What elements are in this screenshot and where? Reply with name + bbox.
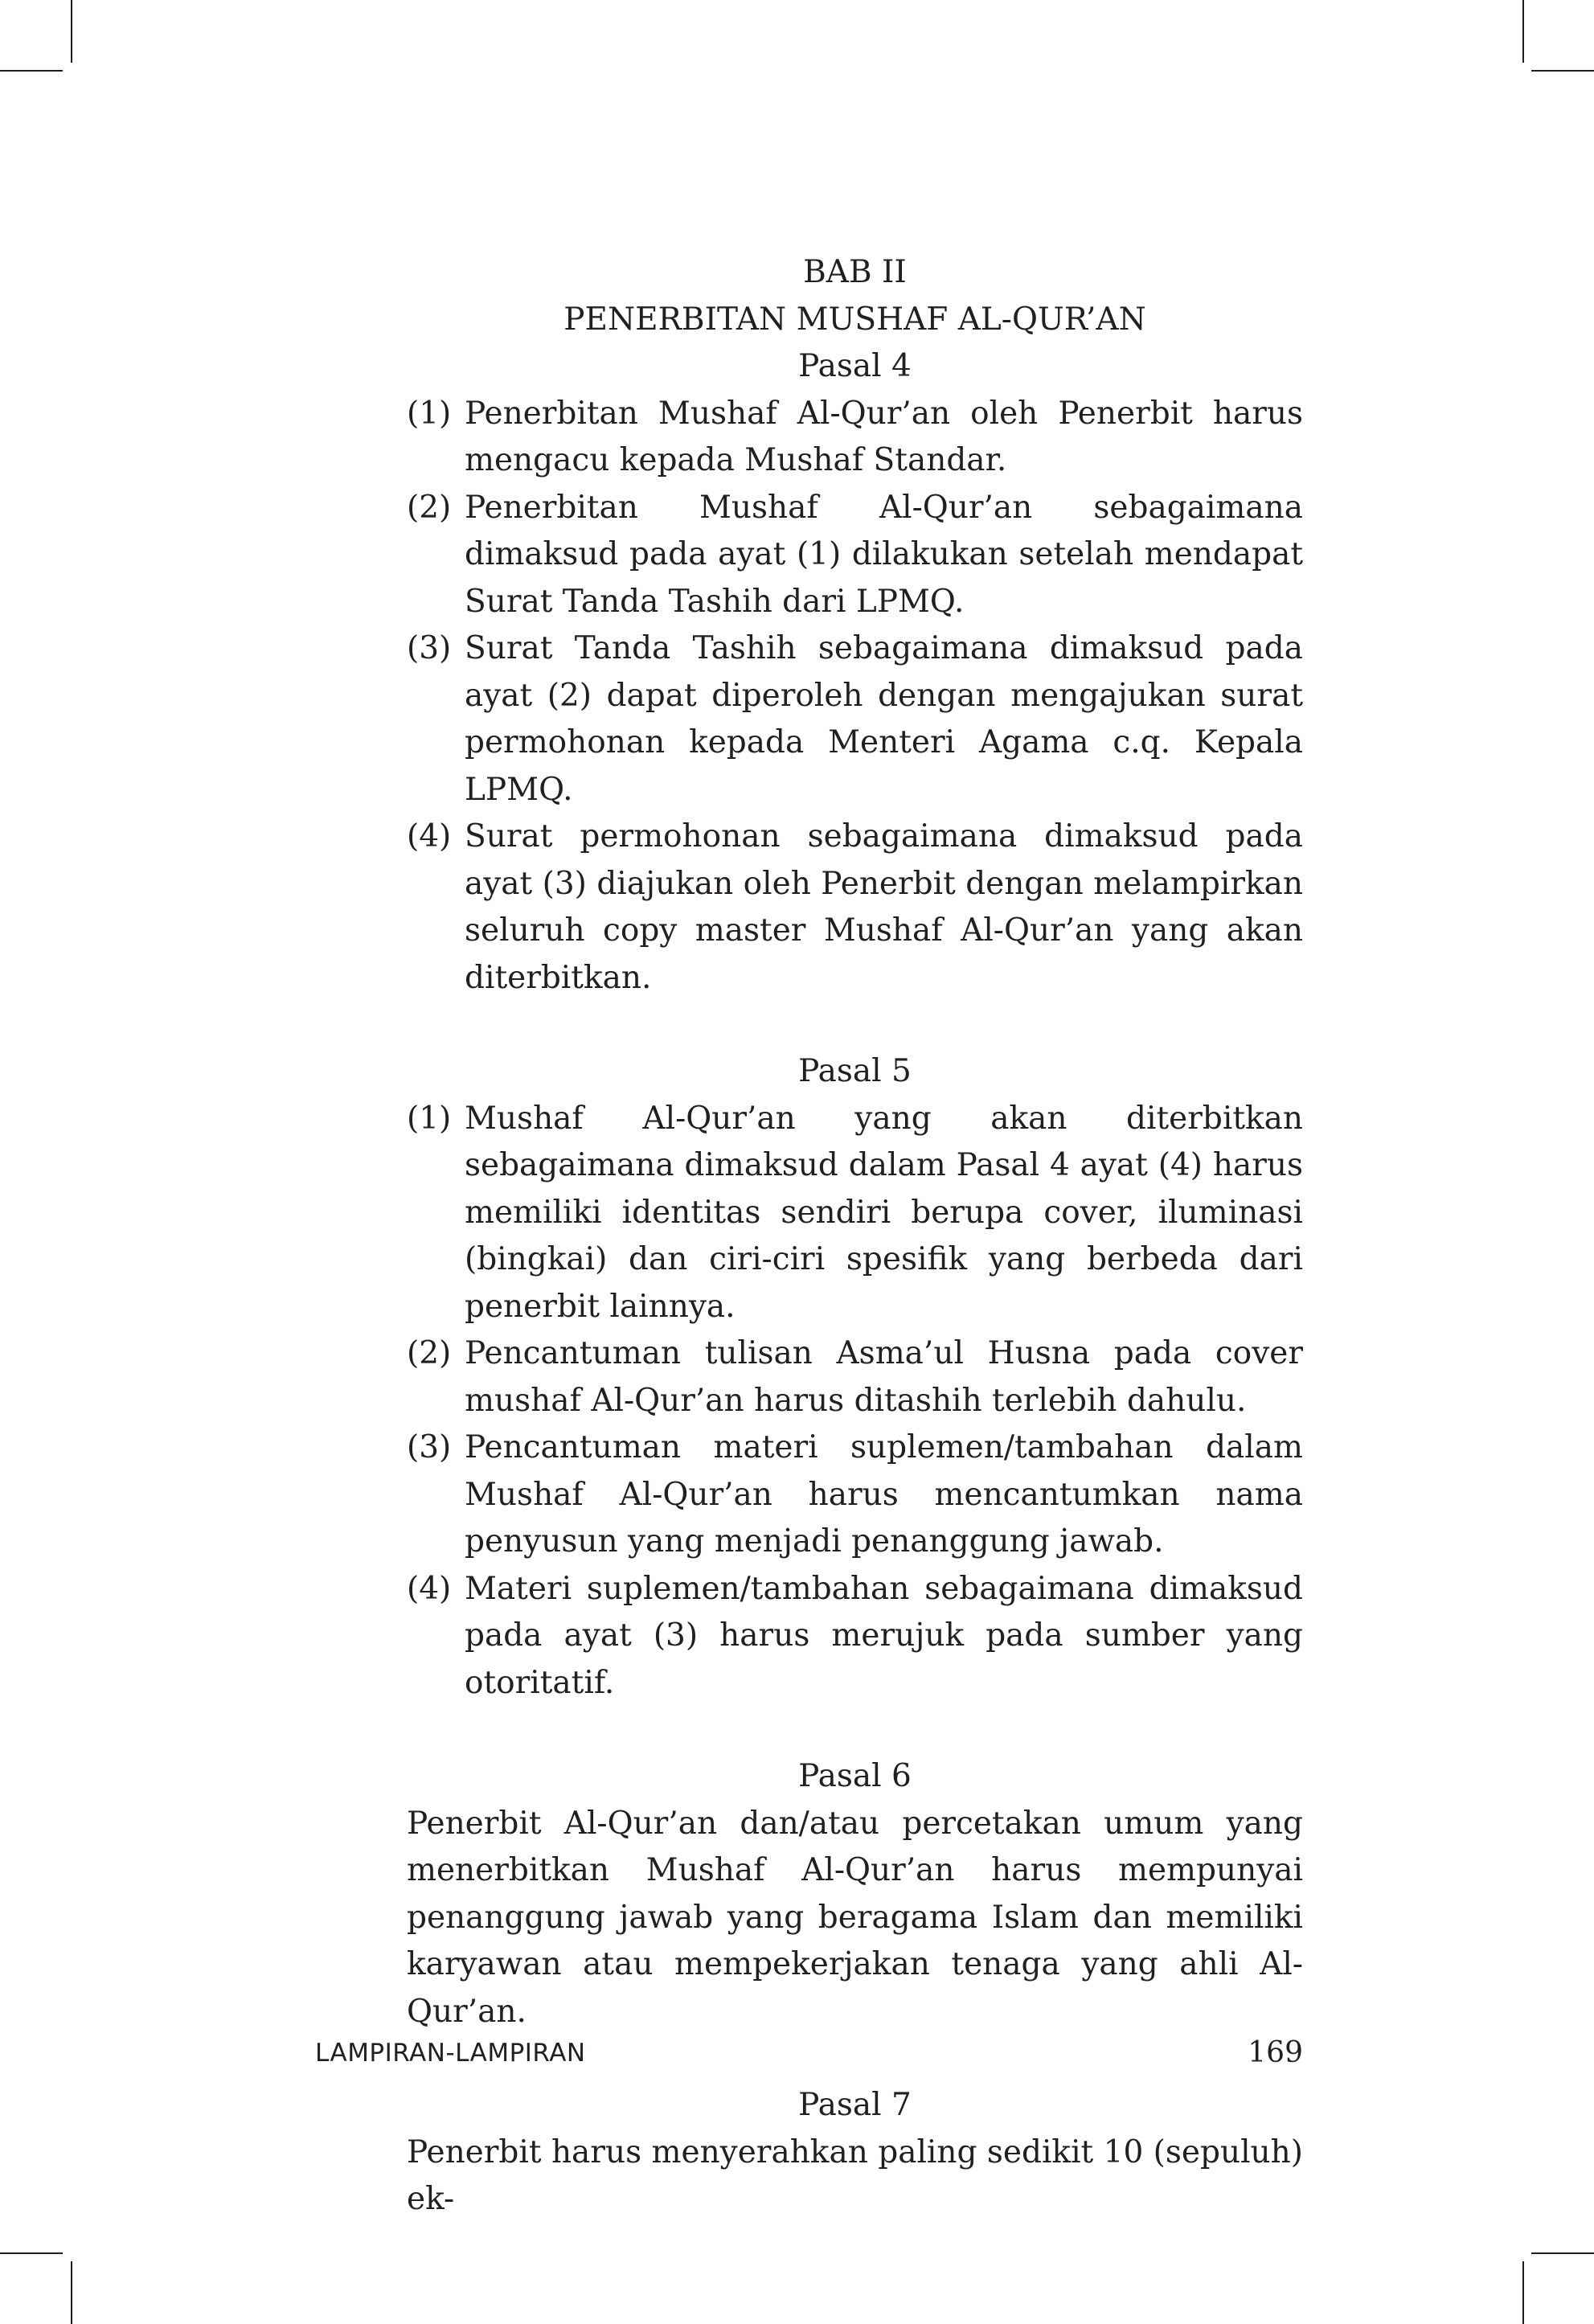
item-number: (4) — [407, 1570, 452, 1607]
list-item — [407, 1330, 1303, 1424]
crop-mark-bottom-left-horizontal — [0, 2252, 63, 2254]
page-number: 169 — [1248, 2036, 1303, 2069]
section-spacer — [407, 1002, 1303, 1048]
item-number: (4) — [407, 818, 452, 855]
item-number: (2) — [407, 489, 452, 526]
item-text: Surat permohonan sebagaimana dimaksud pada ayat (3) diajukan oleh Penerbit dengan melampirkan seluruh copy master Mushaf Al-Qur’an yang akan diterbitkan. — [465, 818, 1303, 996]
pasal-5 — [407, 1048, 1303, 1707]
list-item — [407, 814, 1303, 1002]
item-text: Pencantuman materi suplemen/tambahan dalam Mushaf Al-Qur’an harus mencantumkan nama penyusun yang menjadi penanggung jawab. — [465, 1429, 1303, 1560]
item-text: Pencantuman tulisan Asma’ul Husna pada cover mushaf Al-Qur’an harus ditashih terlebih dahulu. — [465, 1335, 1303, 1419]
crop-mark-bottom-right-vertical — [1522, 2261, 1524, 2324]
item-text: Penerbitan Mushaf Al-Qur’an sebagaimana dimaksud pada ayat (1) dilakukan setelah mendapat Surat Tanda Tashih dari LPMQ. — [465, 489, 1303, 620]
pasal-7 — [407, 2082, 1303, 2224]
pasal-title: Pasal 5 — [798, 1053, 912, 1089]
list-item — [407, 625, 1303, 814]
crop-mark-bottom-left-vertical — [71, 2261, 72, 2324]
item-text: Mushaf Al-Qur’an yang akan diterbitkan sebagaimana dimaksud dalam Pasal 4 ayat (4) harus memiliki identitas sendiri berupa cover, iluminasi (bingkai) dan ciri-ciri spesifik yang berbeda dari penerbit lainnya. — [465, 1100, 1303, 1325]
chapter-label: BAB II — [803, 254, 907, 290]
item-number: (2) — [407, 1335, 452, 1371]
crop-mark-top-left-vertical — [71, 0, 72, 63]
page-body — [407, 249, 1303, 2224]
crop-mark-top-left-horizontal — [0, 70, 63, 72]
item-number: (1) — [407, 1100, 452, 1137]
item-number: (3) — [407, 1429, 452, 1465]
pasal-title: Pasal 4 — [798, 348, 912, 384]
list-item — [407, 485, 1303, 626]
crop-mark-bottom-right-horizontal — [1531, 2252, 1594, 2254]
item-text: Materi suplemen/tambahan sebagaimana dimaksud pada ayat (3) harus merujuk pada sumber yang otoritatif. — [465, 1570, 1303, 1701]
crop-mark-top-right-vertical — [1522, 0, 1524, 63]
pasal-title: Pasal 7 — [798, 2087, 912, 2123]
pasal-title: Pasal 6 — [798, 1758, 912, 1794]
pasal-6 — [407, 1753, 1303, 2035]
item-number: (3) — [407, 630, 452, 666]
pasal-4 — [407, 343, 1303, 1002]
list-item — [407, 391, 1303, 485]
item-text: Surat Tanda Tashih sebagaimana dimaksud pada ayat (2) dapat diperoleh dengan mengajukan surat permohonan kepada Menteri Agama c.q. Kepala LPMQ. — [465, 630, 1303, 808]
section-spacer — [407, 1707, 1303, 1753]
list-item — [407, 1566, 1303, 1707]
paragraph: Penerbit Al-Qur’an dan/atau percetakan umum yang menerbitkan Mushaf Al-Qur’an harus mempunyai penanggung jawab yang beragama Islam dan memiliki karyawan atau mempekerjakan tenaga yang ahli Al-Qur’an. — [407, 1805, 1303, 2030]
chapter-title: PENERBITAN MUSHAF AL-QUR’AN — [563, 301, 1146, 338]
item-text: Penerbitan Mushaf Al-Qur’an oleh Penerbit harus mengacu kepada Mushaf Standar. — [465, 395, 1303, 478]
list-item — [407, 1096, 1303, 1331]
paragraph: Penerbit harus menyerahkan paling sedikit 10 (sepuluh) ek- — [407, 2133, 1303, 2217]
running-footer-section: LAMPIRAN-LAMPIRAN — [315, 2039, 586, 2068]
list-item — [407, 1424, 1303, 1566]
item-number: (1) — [407, 395, 452, 432]
crop-mark-top-right-horizontal — [1531, 70, 1594, 72]
